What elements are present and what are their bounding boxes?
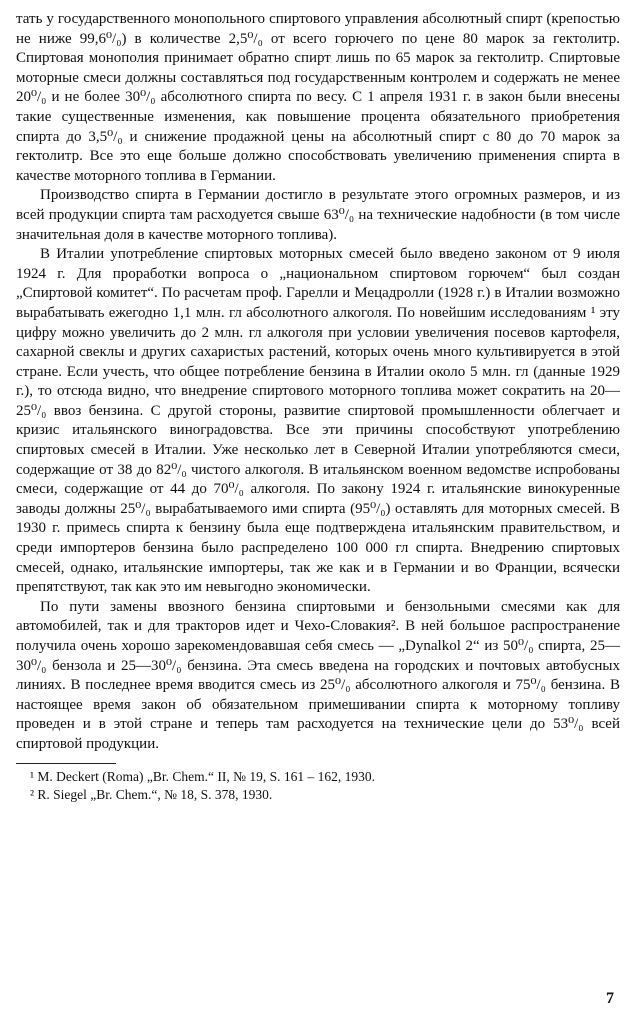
paragraph-czechoslovakia: По пути замены ввозного бензина спиртовыми и бензольными смесями как для автомобилей, так и для тракторов идет и Чехо-Словакия². В ней большое распространение получила очень хорошо зарекомендовавшая себя смесь — „Dynalkol 2“ из 50⁰/₀ спирта, 25—30⁰/₀ бензола и 25—30⁰/₀ бензина. Эта смесь введена на городских и почтовых автобусных линиях. В последнее время вводится смесь из 25⁰/₀ абсолютного алкоголя и 75⁰/₀ бензина. В настоящее время закон об обязательном примешивании спирта к моторному топливу проведен и в этой стране и теперь там расходуется на технические цели до 53⁰/₀ всей спиртовой продукции. — [16, 598, 620, 752]
footnote-2: ² R. Siegel „Br. Chem.“, № 18, S. 378, 1930. — [30, 786, 273, 802]
footnote-1: ¹ M. Deckert (Roma) „Br. Chem.“ II, № 19, S. 161 – 162, 1930. — [30, 768, 376, 784]
footnote-divider — [16, 763, 116, 764]
paragraph-italy: В Италии употребление спиртовых моторных смесей было введено законом от 9 июля 1924 г. Для проработки вопроса о „национальном спиртовом горючем“ был создан „Спиртовой комитет“. По расчетам проф. Гарелли и Мецадролли (1928 г.) в Италии возможно вырабатывать ежегодно 1,1 млн. гл абсолютного алкоголя. По новейшим исследованиям ¹ эту цифру можно увеличить до 2 млн. гл алкоголя при условии увеличения посевов картофеля, сахарной свеклы и других сахаристых растений, которых очень много культивируется в этой стране. Если учесть, что общее потребление бензина в Италии около 5 млн. гл (данные 1929 г.), то отсюда видно, что внедрение спиртового моторного топлива может сократить на 20—25⁰/₀ ввоз бензина. С другой стороны, развитие спиртовой промышленности облегчает и кризис итальянского виноградовства. Все эти причины способствуют употреблению спиртовых смесей в Италии. Уже несколько лет в Северной Италии употребляются смеси, содержащие от 38 до 82⁰/₀ чистого алкоголя. В итальянском военном ведомстве испробованы смеси, содержащие от 44 до 70⁰/₀ алкоголя. По закону 1924 г. итальянские винокуренные заводы должны 25⁰/₀ вырабатываемого ими спирта (95⁰/₀) оставлять для моторных смесей. В 1930 г. примесь спирта к бензину была еще подтверждена итальянским правительством, и среди импортеров бензина было распределено 100 000 гл спирта. Внедрению спиртовых смесей, однако, итальянские импортеры, так же как и в Германии и во Франции, всячески препятствуют, так как это им невыгодно экономически. — [16, 246, 620, 596]
paragraph-germany-production: Производство спирта в Германии достигло в результате этого огромных размеров, и из всей продукции спирта там расходуется свыше 63⁰/₀ на технические надобности (в том числе значительная доля в качестве моторного топлива). — [16, 187, 620, 243]
page-number: 7 — [606, 990, 614, 1007]
paragraph-germany-monopoly: тать у государственного монопольного спиртового управления абсолютный спирт (крепостью не ниже 99,6⁰/₀) в количестве 2,5⁰/₀ от всего горючего по цене 80 марок за гектолитр. Спиртовая монополия принимает обратно спирт лишь по 65 марок за гектолитр. Спиртовые моторные смеси должны составляться под государственным контролем и содержать не менее 20⁰/₀ и не более 30⁰/₀ абсолютного спирта по весу. С 1 апреля 1931 г. в закон были внесены такие существенные изменения, как повышение процента обязательного приобретения спирта до 3,5⁰/₀ и снижение продажной цены на абсолютный спирт с 80 до 70 марок за гектолитр. Все это еще больше должно способствовать увеличению применения спирта в качестве моторного топлива в Германии. — [16, 11, 620, 184]
